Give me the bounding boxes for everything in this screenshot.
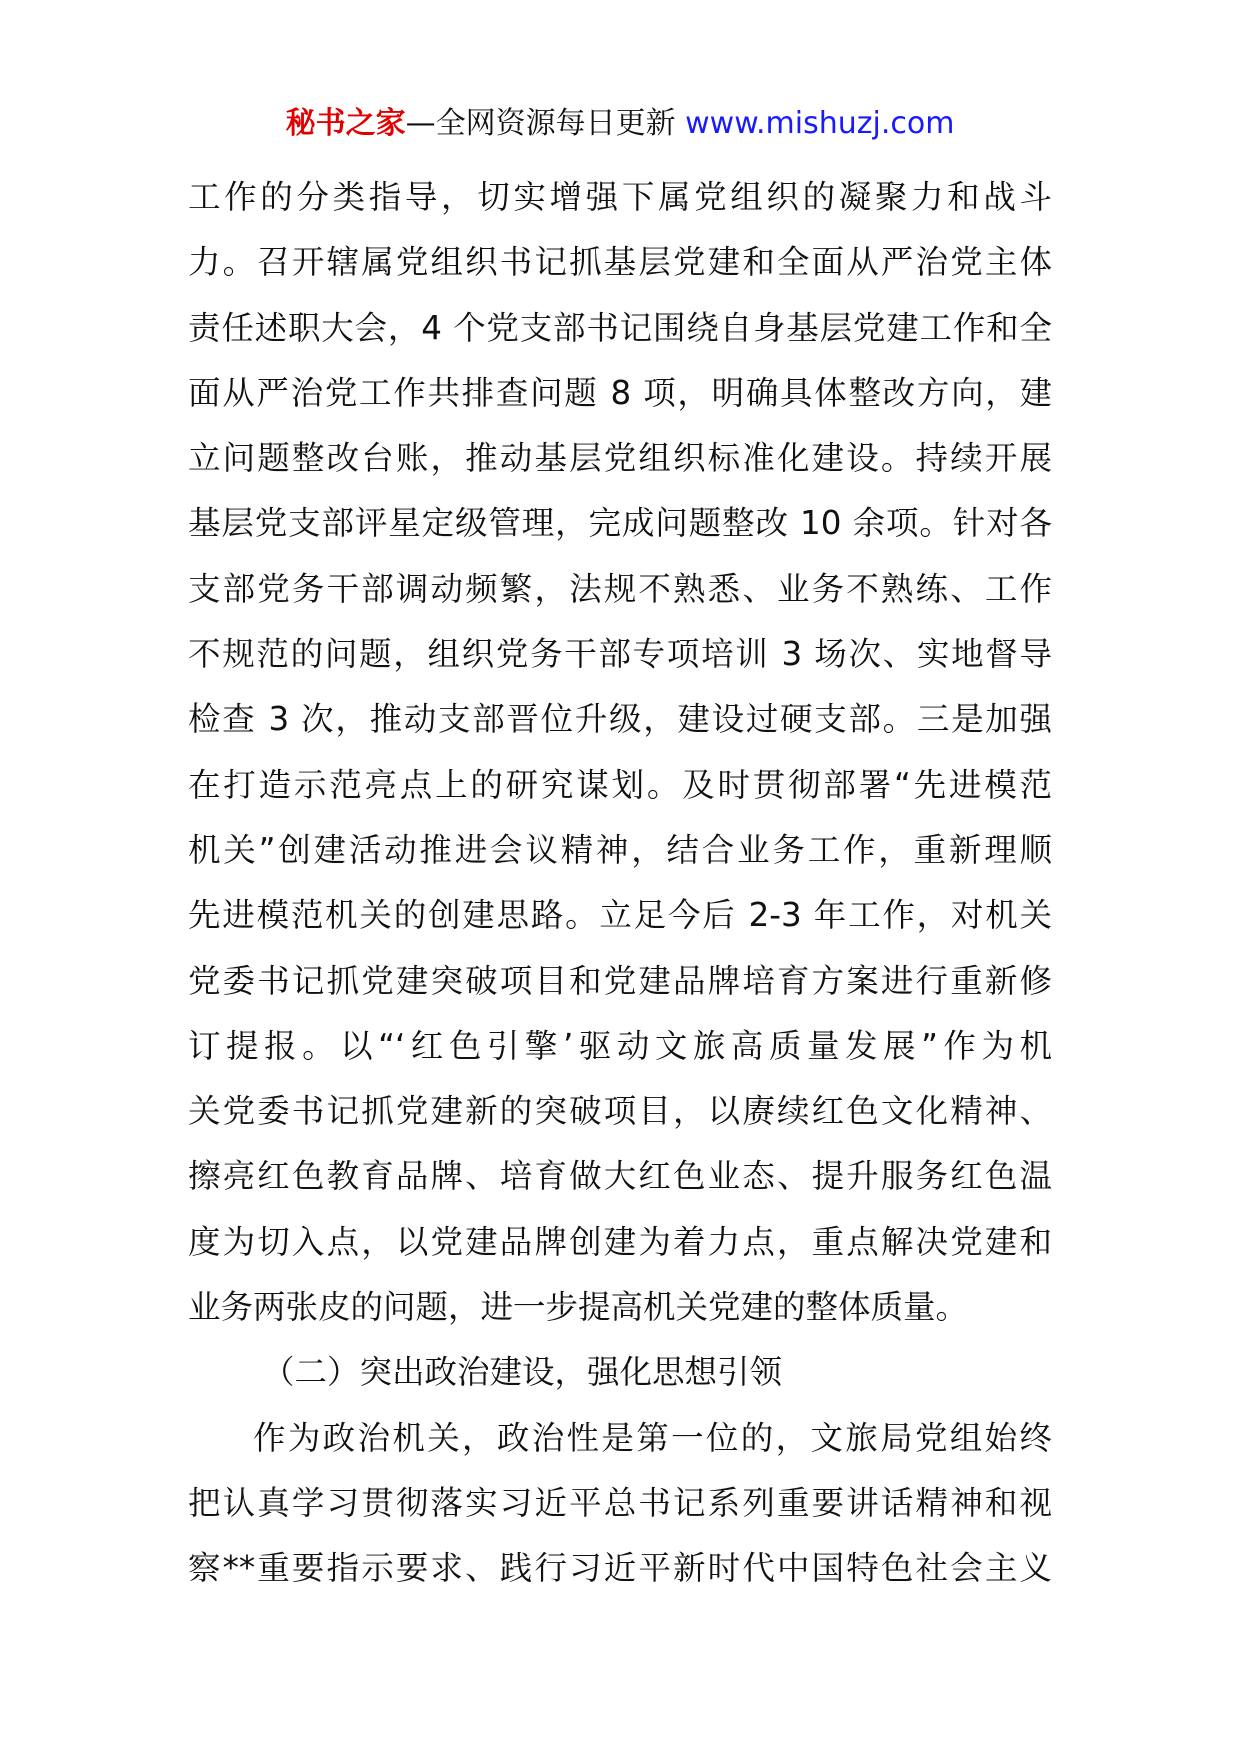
body-line: 基层党支部评星定级管理，完成问题整改 10 余项。针对各 — [188, 504, 1052, 543]
site-header — [0, 102, 1240, 146]
body-line: 不规范的问题，组织党务干部专项培训 3 场次、实地督导 — [188, 635, 1052, 674]
body-line: 工作的分类指导，切实增强下属党组织的凝聚力和战斗 — [188, 178, 1052, 216]
paragraph-first-line: 作为政治机关，政治性是第一位的，文旅局党组始终 — [253, 1418, 1052, 1457]
body-line: 责任述职大会，4 个党支部书记围绕自身基层党建工作和全 — [188, 308, 1052, 347]
body-line: 面从严治党工作共排查问题 8 项，明确具体整改方向，建 — [188, 373, 1052, 412]
body-line: 把认真学习贯彻落实习近平总书记系列重要讲话精神和视 — [188, 1483, 1052, 1522]
site-name: 秘书之家 — [285, 106, 406, 141]
body-line: 机关”创建活动推进会议精神，结合业务工作，重新理顺 — [188, 830, 1052, 869]
body-line: 立问题整改台账，推动基层党组织标准化建设。持续开展 — [188, 439, 1052, 478]
body-line: 关党委书记抓党建新的突破项目，以赓续红色文化精神、 — [188, 1092, 1052, 1131]
site-url-link[interactable]: www.mishuzj.com — [685, 106, 955, 141]
body-line: 察**重要指示要求、践行习近平新时代中国特色社会主义 — [188, 1549, 1052, 1588]
body-line: 擦亮红色教育品牌、培育做大红色业态、提升服务红色温 — [188, 1157, 1052, 1196]
body-line: 在打造示范亮点上的研究谋划。及时贯彻部署“先进模范 — [188, 765, 1052, 804]
body-line: 力。召开辖属党组织书记抓基层党建和全面从严治党主体 — [188, 243, 1052, 282]
document-body — [188, 165, 1052, 1602]
body-line: 度为切入点，以党建品牌创建为着力点，重点解决党建和 — [188, 1222, 1052, 1261]
body-line: 检查 3 次，推动支部晋位升级，建设过硬支部。三是加强 — [188, 700, 1052, 739]
body-line: 先进模范机关的创建思路。立足今后 2-3 年工作，对机关 — [188, 896, 1052, 935]
section-heading: （二）突出政治建设，强化思想引领 — [262, 1353, 783, 1392]
body-line: 党委书记抓党建突破项目和党建品牌培育方案进行重新修 — [188, 961, 1052, 1000]
site-slogan: —全网资源每日更新 — [405, 106, 686, 141]
paragraph-last-line: 业务两张皮的问题，进一步提高机关党建的整体质量。 — [188, 1288, 969, 1327]
body-line: 支部党务干部调动频繁，法规不熟悉、业务不熟练、工作 — [188, 569, 1052, 608]
body-line: 订提报。以“‘红色引擎’驱动文旅高质量发展”作为机 — [188, 1026, 1052, 1065]
